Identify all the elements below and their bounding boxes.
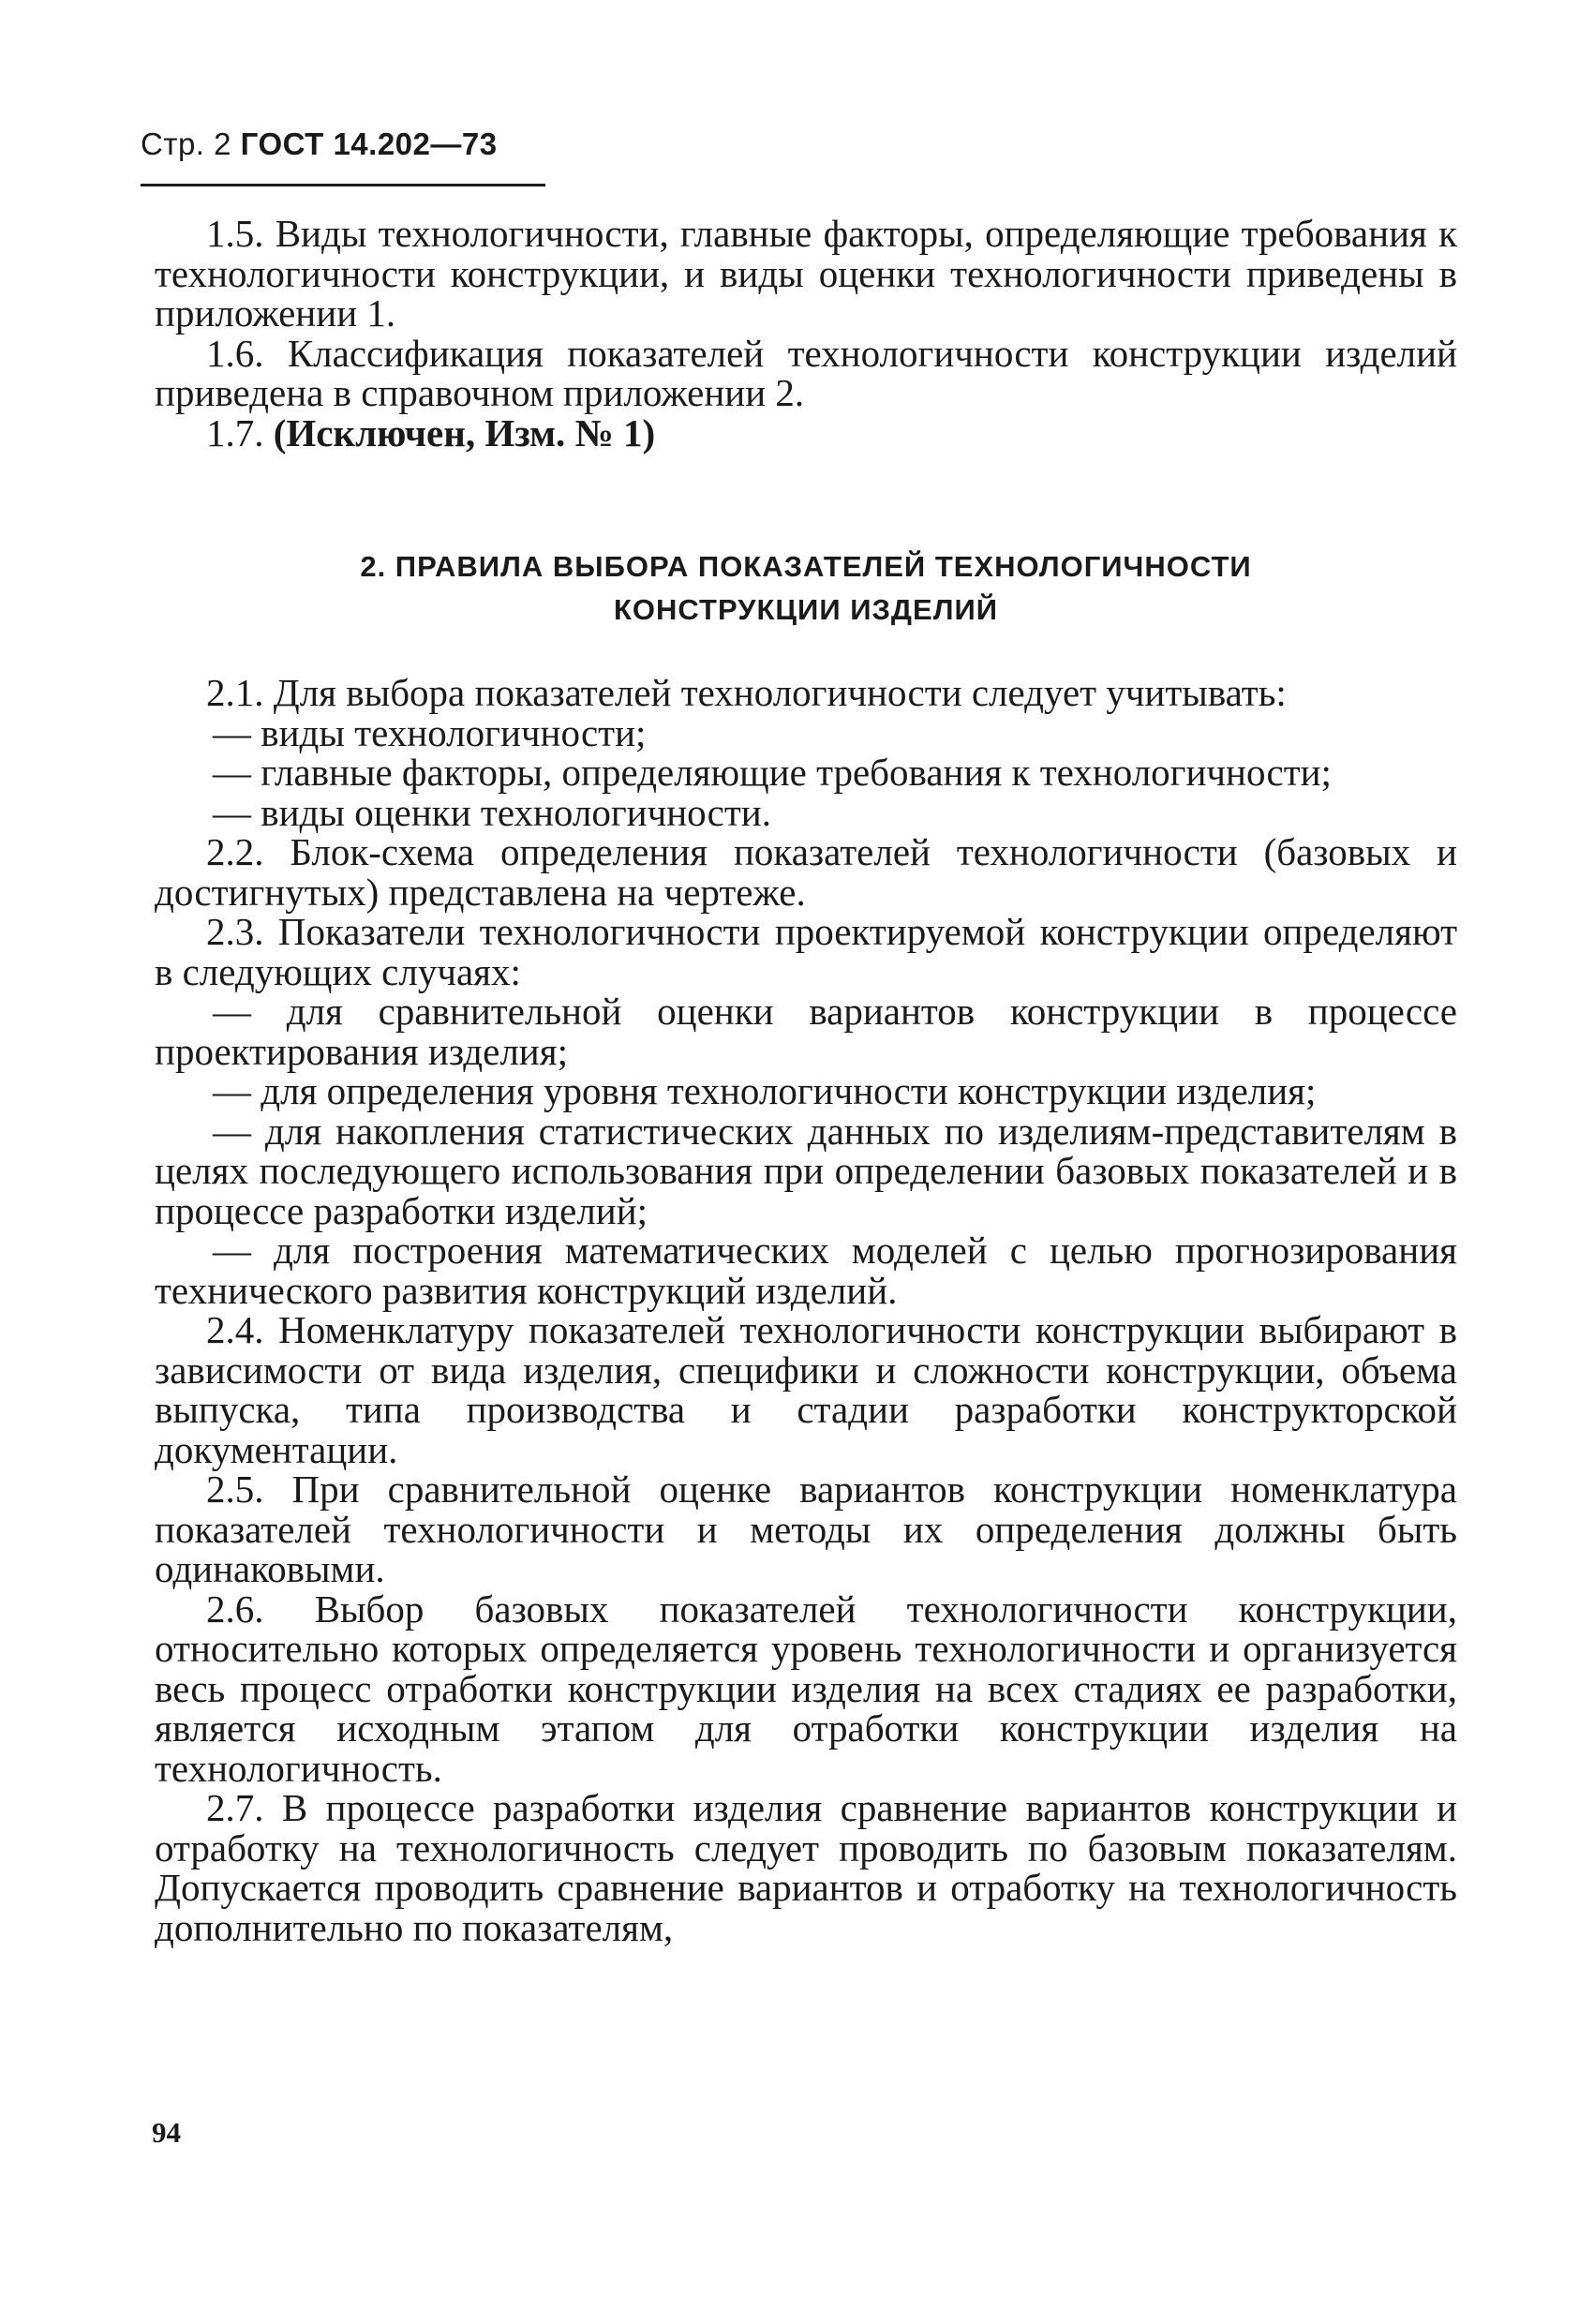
list-item: — главные факторы, определяющие требования к технологичности; [213, 751, 1332, 794]
paragraph-2-1: 2.1. Для выбора показателей технологичности следует учитывать: [206, 671, 1287, 714]
list-item: — для определения уровня технологичности конструкции изделия; [213, 1069, 1317, 1112]
paragraph-2-2: 2.2. Блок-схема определения показателей технологичности (базовых и достигнутых) представлена на чертеже. [155, 830, 1457, 914]
section-title-line-1: 2. ПРАВИЛА ВЫБОРА ПОКАЗАТЕЛЕЙ ТЕХНОЛОГИЧНОСТИ [360, 550, 1252, 583]
paragraph-1-5: 1.5. Виды технологичности, главные факторы, определяющие требования к технологичности конструкции, и виды оценки технологичности приведены в приложении 1. [155, 212, 1457, 335]
paragraph-1-6: 1.6. Классификация показателей технологичности конструкции изделий приведена в справочном приложении 2. [155, 331, 1457, 414]
list-item: — для сравнительной оценки вариантов конструкции в процессе проектирования изделия; [155, 990, 1457, 1073]
list-item: — для накопления статистических данных по изделиям-представителям в целях последующего использования при определении базовых показателей и в процессе разработки изделий; [155, 1109, 1457, 1232]
standard-code: ГОСТ 14.202—73 [240, 127, 498, 161]
running-header [141, 127, 498, 162]
section-2-title [155, 545, 1457, 632]
section-1-tail [155, 214, 1457, 453]
page-label: Стр. 2 [141, 127, 231, 161]
item-number: 1.7. [206, 410, 264, 454]
section-2-body [155, 673, 1457, 1947]
paragraph-2-4: 2.4. Номенклатуру показателей технологичности конструкции выбирают в зависимости от вида изделия, специфики и сложности конструкции, объема выпуска, типа производства и стадии разработки конструкторской документации. [155, 1308, 1457, 1471]
paragraph-2-5: 2.5. При сравнительной оценке вариантов конструкции номенклатура показателей технологичности и методы их определения должны быть одинаковыми. [155, 1467, 1457, 1590]
page-number: 94 [152, 2116, 181, 2149]
header-rule [141, 184, 545, 186]
paragraph-2-6: 2.6. Выбор базовых показателей технологичности конструкции, относительно которых определяется уровень технологичности и организуется весь процесс отработки конструкции изделия на всех стадиях ее разработки, является исходным этапом для отработки конструкции изделия на технологичность. [155, 1587, 1457, 1790]
list-item: — виды оценки технологичности. [213, 790, 771, 834]
paragraph-2-3: 2.3. Показатели технологичности проектируемой конструкции определяют в следующих случаях: [155, 910, 1457, 993]
section-title-line-2: КОНСТРУКЦИИ ИЗДЕЛИЙ [613, 593, 999, 626]
list-item: — для построения математических моделей с целью прогнозирования технического развития конструкций изделий. [155, 1229, 1457, 1312]
paragraph-2-7: 2.7. В процессе разработки изделия сравнение вариантов конструкции и отработку на технологичность следует проводить по базовым показателям. Допускается проводить сравнение вариантов и отработку на технологичность дополнительно по показателям, [155, 1786, 1457, 1949]
list-item: — виды технологичности; [213, 710, 647, 754]
paragraph-1-7 [155, 410, 1457, 454]
item-excluded-note: (Исключен, Изм. № 1) [273, 410, 656, 454]
